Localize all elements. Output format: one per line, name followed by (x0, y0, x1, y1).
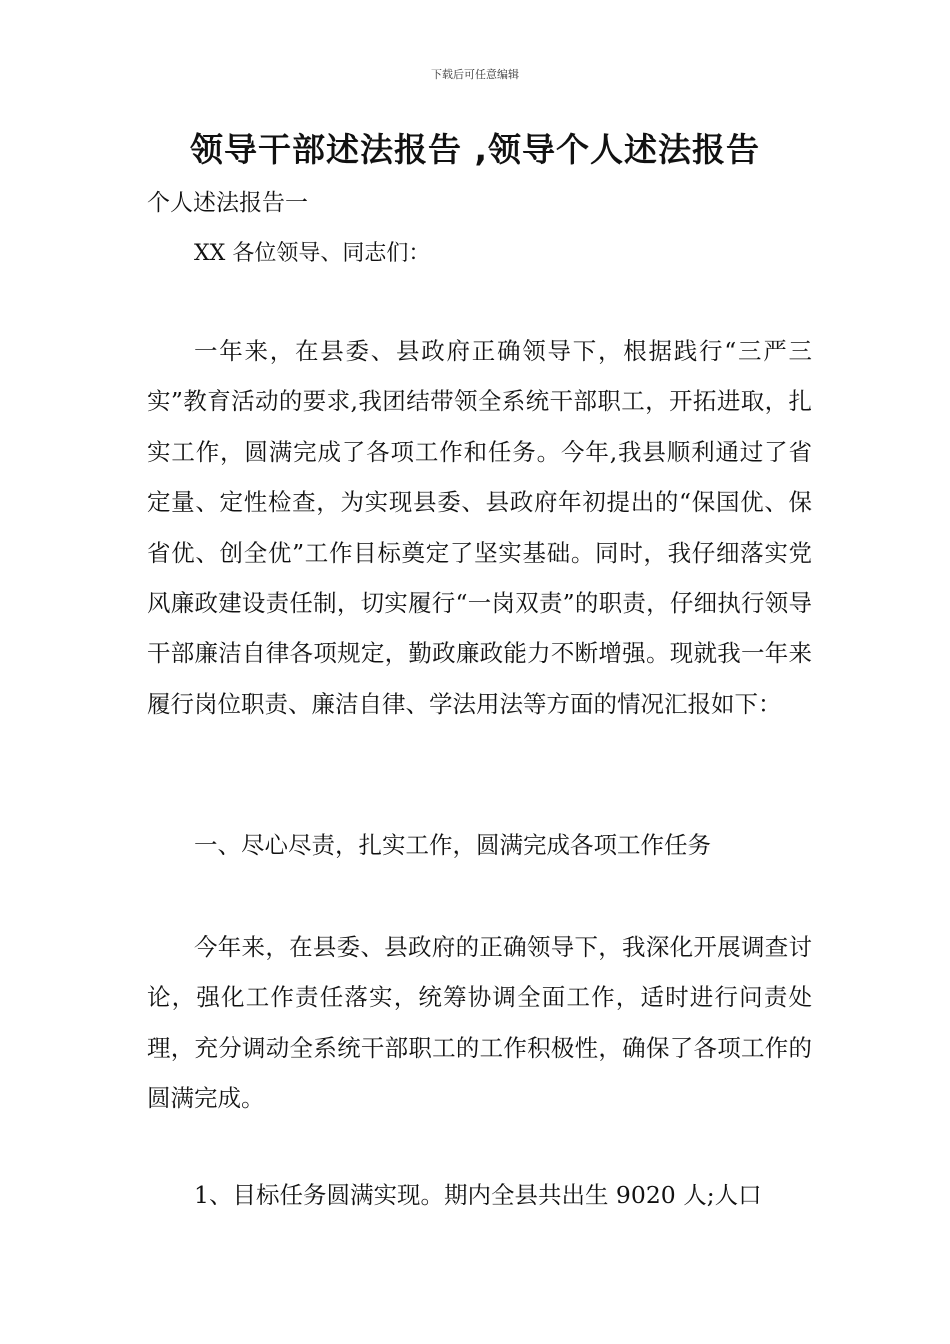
section-heading-1: 一、尽心尽责，扎实工作，圆满完成各项工作任务 (194, 831, 711, 859)
paragraph-intro: 一年来，在县委、县政府正确领导下，根据践行“三严三实”教育活动的要求,我团结带领全系统干部职工，开拓进取，扎实工作，圆满完成了各项工作和任务。今年,我县顺利通过了省定量、定性检查，为实现县委、县政府年初提出的“保国优、保省优、创全优”工作目标奠定了坚实基础。同时，我仔细落实党风廉政建设责任制，切实履行“一岗双责”的职责，仔细执行领导干部廉洁自律各项规定，勤政廉政能力不断增强。现就我一年来履行岗位职责、廉洁自律、学法用法等方面的情况汇报如下： (147, 337, 812, 718)
document-title: 领导干部述法报告 ,领导个人述法报告 (189, 130, 761, 169)
paragraph-item-1: 1、目标任务圆满实现。期内全县共出生 9020 人;人口 (194, 1181, 762, 1209)
greeting-line: XX 各位领导、同志们： (194, 241, 431, 266)
paragraph-section-1: 今年来，在县委、县政府的正确领导下，我深化开展调查讨论，强化工作责任落实，统筹协调全面工作，适时进行问责处理，充分调动全系统干部职工的工作积极性，确保了各项工作的圆满完成。 (147, 933, 812, 1113)
document-subtitle: 个人述法报告一 (147, 190, 308, 216)
download-note: 下载后可任意编辑 (431, 68, 519, 81)
